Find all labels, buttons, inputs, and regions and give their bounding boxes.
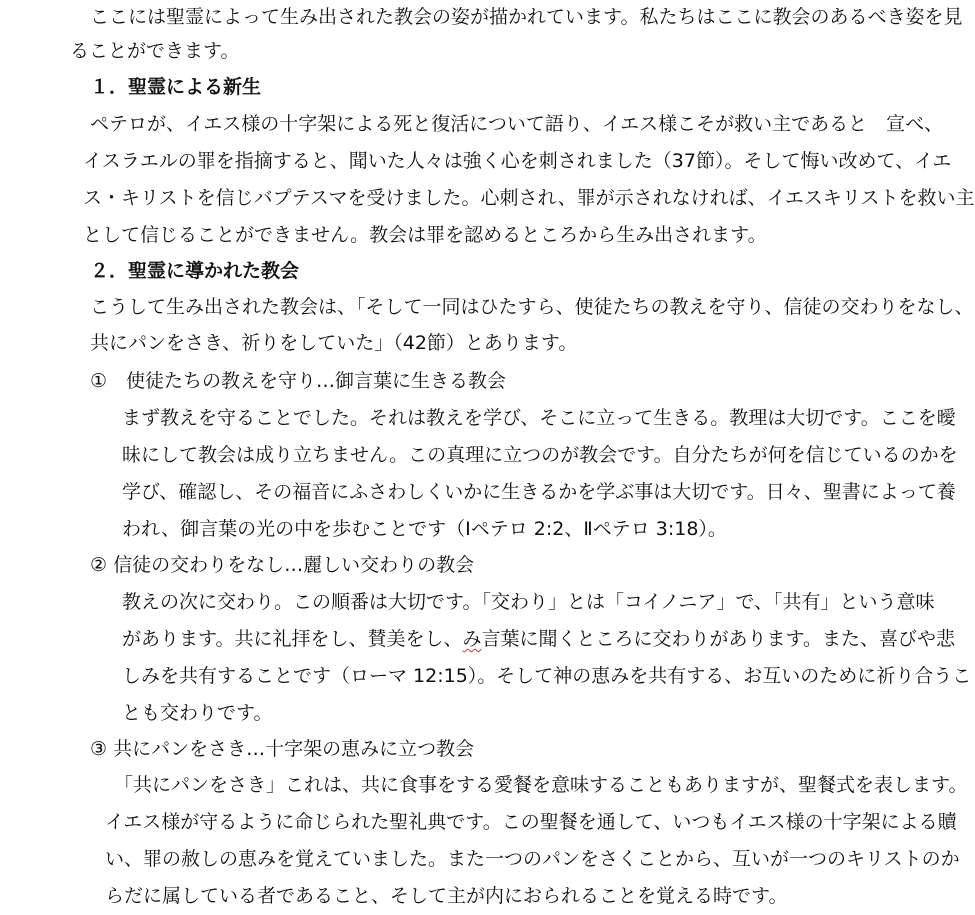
item-3-title: ③ 共にパンをさき…十字架の恵みに立つ教会 bbox=[90, 738, 475, 760]
item-2-line-3: しみを共有することです（ローマ 12:15）。そして神の恵みを共有する、お互いのために祈り合うこ bbox=[122, 665, 972, 687]
item-2-line-1: 教えの次に交わり。この順番は大切です。「交わり」とは「コイノニア」で、「共有」という意味 bbox=[122, 591, 935, 613]
item-2-line-2-text-a: があります。共に礼拝をし、賛美をし、 bbox=[122, 628, 463, 650]
item-1-line-2: 昧にして教会は成り立ちません。この真理に立つのが教会です。自分たちが何を信じているのかを bbox=[122, 444, 958, 466]
item-2-line-2 bbox=[122, 626, 955, 652]
item-3-line-4: らだに属している者であること、そして主が内におられることを覚える時です。 bbox=[105, 885, 788, 907]
item-3-line-3: い、罪の赦しの恵みを覚えていました。また一つのパンをさくことから、互いが一つのキリストのか bbox=[105, 848, 960, 870]
item-2-line-2-text-b: 言葉に聞くところに交わりがあります。また、喜びや悲 bbox=[481, 628, 955, 650]
section-1-line-3: ス・キリストを信じバプテスマを受けました。心刺され、罪が示されなければ、イエスキリストを救い主 bbox=[83, 187, 975, 209]
item-1-title: ① 使徒たちの教えを守り…御言葉に生きる教会 bbox=[90, 370, 507, 392]
item-3-line-2: イエス様が守るように命じられた聖礼典です。この聖餐を通して、いつもイエス様の十字架による贖 bbox=[105, 811, 957, 833]
item-2-line-4: とも交わりです。 bbox=[122, 702, 273, 724]
section-1-line-1: ペテロが、イエス様の十字架による死と復活について語り、イエス様こそが救い主であると 宣べ、 bbox=[90, 113, 944, 135]
section-1-heading: １．聖霊による新生 bbox=[90, 76, 262, 98]
item-2-title: ② 信徒の交わりをなし…麗しい交わりの教会 bbox=[90, 554, 475, 576]
item-1-line-4: われ、御言葉の光の中を歩むことです（Ⅰペテロ 2:2、Ⅱペテロ 3:18）。 bbox=[122, 518, 727, 540]
section-2-line-2: 共にパンをさき、祈りをしていた」（42節）とあります。 bbox=[90, 332, 578, 354]
section-1-line-4: として信じることができません。教会は罪を認めるところから生み出されます。 bbox=[83, 224, 767, 246]
intro-line-1: ここには聖霊によって生み出された教会の姿が描かれています。私たちはここに教会のあるべき姿を見 bbox=[90, 6, 963, 28]
intro-line-2: ることができます。 bbox=[70, 40, 240, 62]
item-1-line-3: 学び、確認し、その福音にふさわしくいかに生きるかを学ぶ事は大切です。日々、聖書によって養 bbox=[122, 481, 956, 503]
section-2-heading: ２．聖霊に導かれた教会 bbox=[90, 260, 300, 282]
item-1-line-1: まず教えを守ることでした。それは教えを学び、そこに立って生きる。教理は大切です。ここを曖 bbox=[122, 407, 956, 429]
item-3-line-1: 「共にパンをさき」これは、共に食事をする愛餐を意味することもありますが、聖餐式を表します。 bbox=[114, 774, 968, 796]
section-2-line-1: こうして生み出された教会は、「そして一同はひたすら、使徒たちの教えを守り、信徒の交わりをなし、 bbox=[90, 296, 974, 318]
spellcheck-flagged-text: み bbox=[462, 628, 482, 650]
section-1-line-2: イスラエルの罪を指摘すると、聞いた人々は強く心を刺されました（37節）。そして悔い改めて、イエ bbox=[83, 150, 952, 172]
